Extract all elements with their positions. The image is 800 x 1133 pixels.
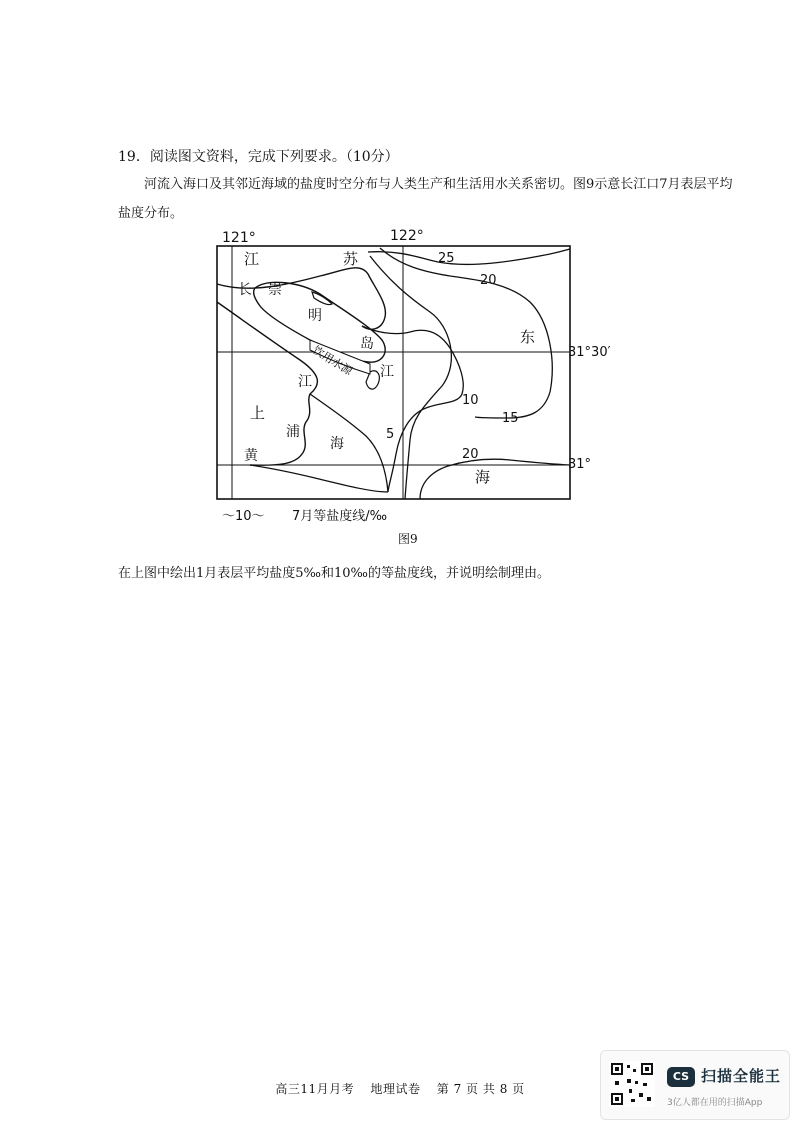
lon-label-122: 122° [390, 228, 424, 244]
huangpu-shore [250, 465, 388, 492]
figure-caption: 图9 [398, 532, 418, 546]
scanner-tagline: 3亿人都在用的扫描App [667, 1098, 763, 1108]
label-jiang-east: 江 [380, 364, 394, 380]
footer-subject: 地理试卷 [370, 1082, 421, 1096]
label-chang: 长 [238, 282, 252, 298]
label-jiang-north: 江 [244, 250, 260, 268]
lon-label-121: 121° [222, 230, 256, 246]
label-pu: 浦 [286, 424, 300, 440]
cs-logo: CS [667, 1067, 695, 1087]
isoline-10 [362, 326, 463, 492]
map-svg [210, 222, 630, 522]
sandbar-1 [312, 292, 332, 305]
isoline-label-15: 15 [502, 411, 519, 426]
label-reservoir: 饮用水源 [310, 343, 355, 378]
isoline-label-25: 25 [438, 251, 455, 266]
lat-label-31: 31° [568, 457, 592, 472]
isoline-label-20-south: 20 [462, 447, 479, 462]
qr-code-icon [609, 1061, 655, 1107]
label-hai-east: 海 [475, 468, 491, 486]
isoline-5 [310, 394, 388, 492]
label-shang: 上 [250, 404, 266, 422]
label-hai-west: 海 [330, 436, 344, 452]
question-title: 19．阅读图文资料，完成下列要求。（10分） [118, 149, 399, 165]
label-dao: 岛 [360, 336, 374, 352]
lat-label-31-30: 31°30′ [568, 345, 611, 360]
drawing-task: 在上图中绘出1月表层平均盐度5‰和10‰的等盐度线，并说明绘制理由。 [118, 566, 550, 581]
isoline-label-5: 5 [386, 427, 395, 442]
salinity-map [210, 222, 630, 522]
label-ming: 明 [308, 308, 322, 324]
label-jiang-south: 江 [298, 374, 312, 390]
isoline-label-20: 20 [480, 273, 497, 288]
label-dong: 东 [520, 328, 536, 346]
scanner-app-name: 扫描全能王 [701, 1067, 782, 1085]
footer-exam: 高三11月月考 [275, 1082, 355, 1096]
footer-page: 第 7 页 共 8 页 [436, 1082, 525, 1096]
scanner-watermark [600, 1050, 790, 1120]
label-huang: 黄 [244, 448, 258, 464]
legend-text: 7月等盐度线/‰ [292, 509, 388, 522]
isoline-25 [368, 249, 570, 264]
legend-symbol: ～10～ [222, 509, 265, 522]
isoline-label-10: 10 [462, 393, 479, 408]
question-paragraph: 河流入海口及其邻近海域的盐度时空分布与人类生产和生活用水关系密切。图9示意长江口7月表层平均盐度分布。 [118, 177, 733, 221]
label-su: 苏 [343, 250, 359, 268]
label-chong: 崇 [268, 282, 282, 298]
